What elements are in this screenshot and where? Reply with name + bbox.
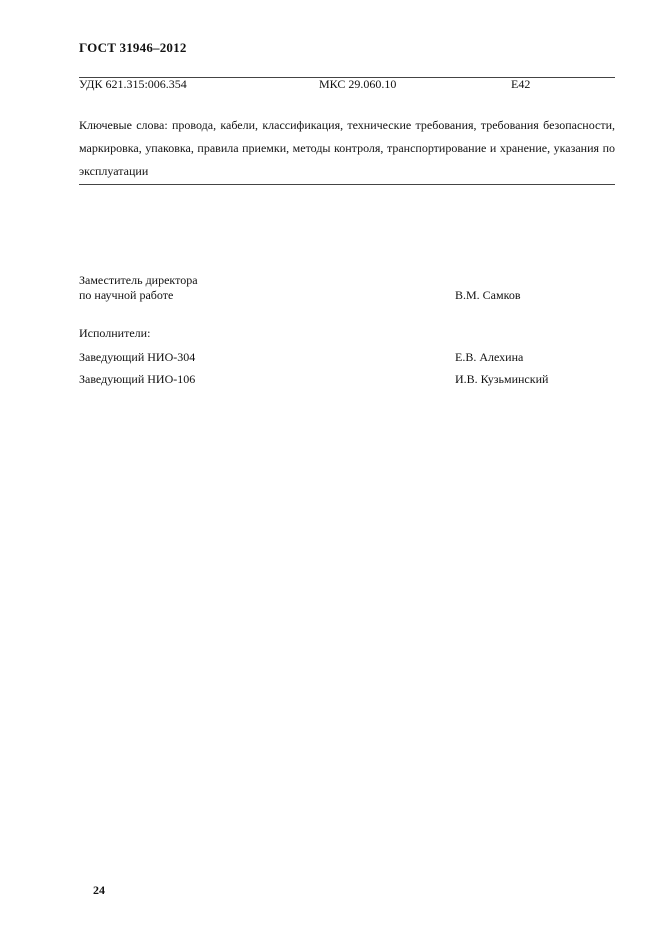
performer-position: Заведующий НИО-304 bbox=[79, 350, 196, 364]
deputy-position-line2: по научной работе bbox=[79, 288, 174, 302]
deputy-position-line1: Заместитель директора bbox=[79, 273, 198, 287]
udk-code: УДК 621.315:006.354 bbox=[79, 77, 187, 91]
keywords-bottom-rule bbox=[79, 184, 615, 185]
page-number: 24 bbox=[93, 883, 105, 897]
performer-name: И.В. Кузьминский bbox=[455, 372, 549, 386]
classification-code: Е42 bbox=[511, 77, 531, 91]
mks-code: МКС 29.060.10 bbox=[319, 77, 397, 91]
deputy-name: В.М. Самков bbox=[455, 288, 521, 302]
keywords-paragraph: Ключевые слова: провода, кабели, классификация, технические требования, требования безопасности, маркировка, упаковка, правила приемки, методы контроля, транспортирование и хранение, указания по эксплуатации bbox=[79, 118, 615, 178]
performer-position: Заведующий НИО-106 bbox=[79, 372, 196, 386]
performer-name: Е.В. Алехина bbox=[455, 350, 524, 364]
document-header-code: ГОСТ 31946–2012 bbox=[79, 40, 187, 55]
performers-label: Исполнители: bbox=[79, 326, 151, 340]
